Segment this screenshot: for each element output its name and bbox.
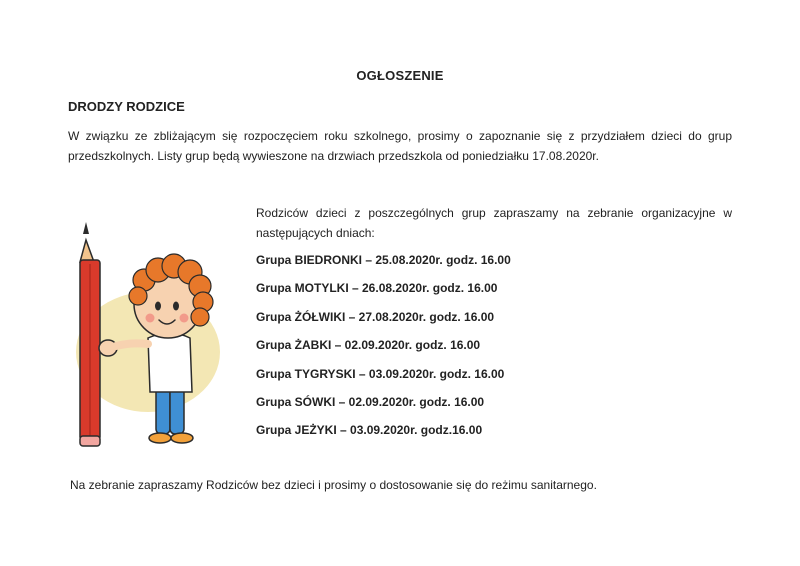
invite-paragraph: Rodziców dzieci z poszczególnych grup zapraszamy na zebranie organizacyjne w następujących dniach: <box>256 206 732 240</box>
list-item: Grupa ŻABKI – 02.09.2020r. godz. 16.00 <box>256 338 481 353</box>
list-item: Grupa ŻÓŁWIKI – 27.08.2020r. godz. 16.00 <box>256 309 495 324</box>
announcement-title: OGŁOSZENIE <box>356 68 444 83</box>
group-schedule-list <box>256 252 511 451</box>
intro-paragraph: W związku ze zbliżającym się rozpoczęciem roku szkolnego, prosimy o zapoznanie się z przydziałem dzieci do grup przedszkolnych. Listy grup będą wywieszone na drzwiach przedszkola od poniedziałku 17.08.2020r. <box>68 129 732 163</box>
list-item: Grupa SÓWKI – 02.09.2020r. godz. 16.00 <box>256 394 485 409</box>
list-item: Grupa BIEDRONKI – 25.08.2020r. godz. 16.00 <box>256 253 511 267</box>
list-item: Grupa JEŻYKI – 03.09.2020r. godz.16.00 <box>256 423 483 438</box>
closing-paragraph: Na zebranie zapraszamy Rodziców bez dzieci i prosimy o dostosowanie się do reżimu sanitarnego. <box>70 478 597 492</box>
list-item: Grupa MOTYLKI – 26.08.2020r. godz. 16.00 <box>256 281 498 296</box>
list-item: Grupa TYGRYSKI – 03.09.2020r. godz. 16.00 <box>256 366 505 381</box>
greeting-heading: DRODZY RODZICE <box>68 99 185 114</box>
child-with-pencil-icon <box>60 210 240 460</box>
